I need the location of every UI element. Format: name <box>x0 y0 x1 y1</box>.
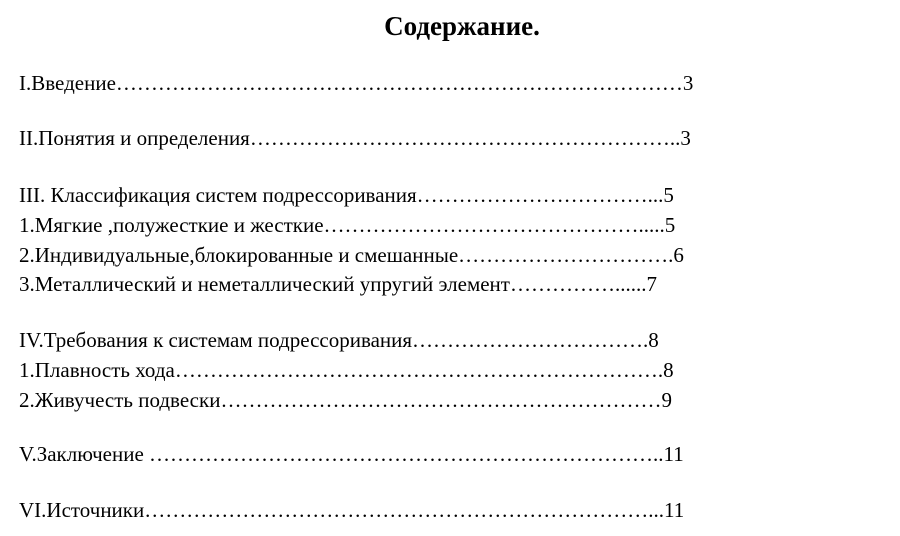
toc-entry-requirements-smoothness: 1.Плавность хода…………………………………………………………….8 <box>19 358 674 382</box>
toc-entry-classification-soft: 1.Мягкие ,полужесткие и жесткие……………………………………….....5 <box>19 213 676 237</box>
toc-entry-concepts: II.Понятия и определения……………………………………………………..3 <box>19 126 691 150</box>
toc-entry-classification: III. Классификация систем подрессоривания……………………………...5 <box>19 183 674 207</box>
toc-entry-classification-elements: 3.Металлический и неметаллический упругий элемент……………......7 <box>19 272 657 296</box>
toc-entry-requirements-survivability: 2.Живучесть подвески………………………………………………………9 <box>19 388 672 412</box>
page-title: Содержание. <box>384 11 540 41</box>
toc-entry-requirements: IV.Требования к системам подрессоривания…………………………….8 <box>19 328 659 352</box>
toc-entry-sources: VI.Источники………………………………………………………………...11 <box>19 498 685 522</box>
toc-entry-introduction: I.Введение………………………………………………………………………3 <box>19 71 694 95</box>
toc-entry-conclusion: V.Заключение ………………………………………………………………..11 <box>19 442 684 466</box>
toc-entry-classification-individual: 2.Индивидуальные,блокированные и смешанные………………………….6 <box>19 243 684 267</box>
table-of-contents <box>19 0 900 536</box>
